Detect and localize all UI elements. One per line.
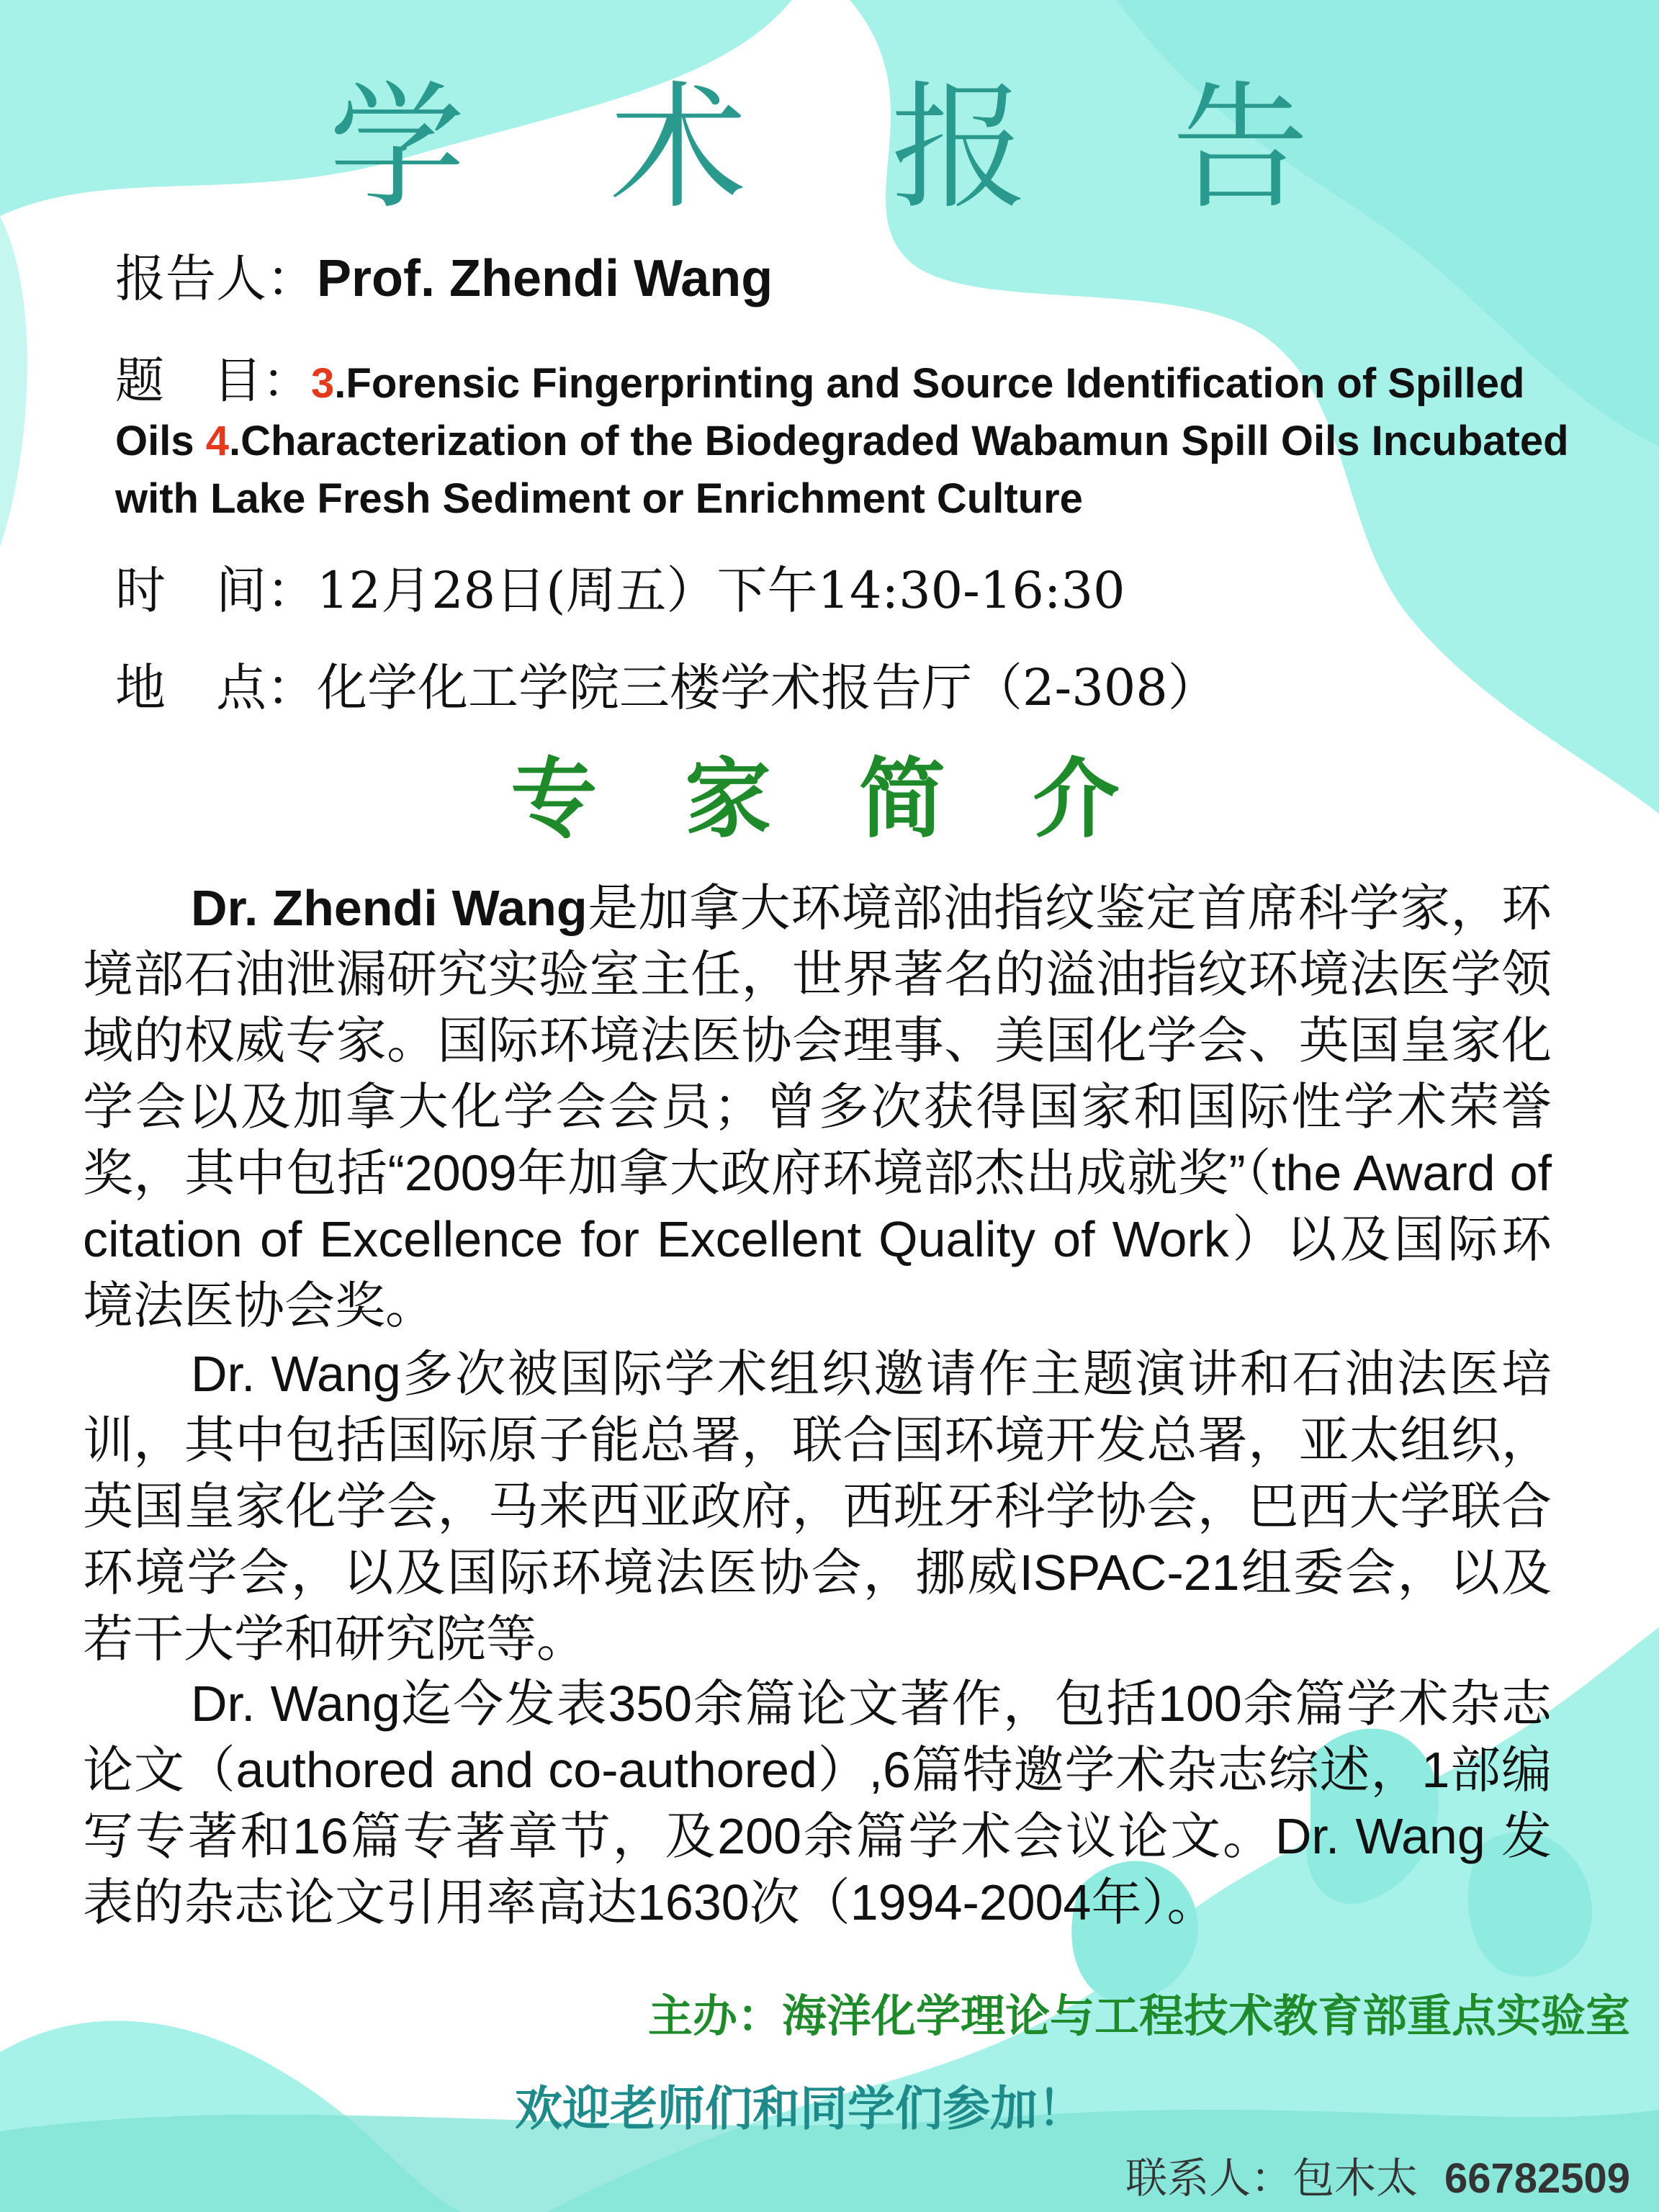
bio-paragraph-1 — [83, 875, 1552, 1339]
place-row — [115, 659, 1218, 716]
welcome-message: 欢迎老师们和同学们参加！ — [515, 2080, 1085, 2136]
speaker-label: 报告人： — [115, 249, 317, 308]
speaker-row — [115, 250, 773, 307]
place-value: 化学化工学院三楼学术报告厅（2-308） — [317, 658, 1218, 717]
bio-p1-text: 是加拿大环境部油指纹鉴定首席科学家，环境部石油泄漏研究实验室主任，世界著名的溢油指纹环境法医学领域的权威专家。国际环境法医协会理事、美国化学会、英国皇家化学会以及加拿大化学会会员；曾多次获得国家和国际性学术荣誉奖，其中包括“2009年加拿大政府环境部杰出成就奖”（the Award of citation of Excellence for Excellent Quality of Work）以及国际环境法医协会奖。 — [83, 880, 1552, 1334]
bio-name: Dr. Zhendi Wang — [191, 880, 588, 936]
poster-title: 学 术 报 告 — [328, 68, 1359, 228]
time-label: 时 间： — [115, 561, 317, 620]
topic-item3-number: 3 — [311, 360, 335, 407]
topic-block — [115, 353, 1613, 528]
topic-item4-text: .Characterization of the Biodegraded Wabamun Spill Oils Incubated with Lake Fresh Sediment or Enrichment Culture — [115, 418, 1569, 522]
topic-item3-text: .Forensic Fingerprinting and Source Identification of Spilled Oils — [115, 360, 1525, 464]
contact-phone: 66782509 — [1444, 2155, 1630, 2202]
topic-label: 题 目： — [115, 353, 312, 410]
section-title: 专 家 简 介 — [511, 748, 1148, 850]
bio-paragraph-3: Dr. Wang迄今发表350余篇论文著作，包括100余篇学术杂志论文（authored and co-authored）,6篇特邀学术杂志综述，1部编写专著和16篇专著章节，及200余篇学术会议论文。Dr. Wang 发表的杂志论文引用率高达1630次（1994-2004年）。 — [83, 1676, 1552, 1930]
topic-item4-number: 4 — [205, 418, 229, 464]
speaker-name: Prof. Zhendi Wang — [317, 250, 773, 307]
organizer: 主办：海洋化学理论与工程技术教育部重点实验室 — [647, 1990, 1630, 2042]
bio-paragraph-2: Dr. Wang多次被国际学术组织邀请作主题演讲和石油法医培训，其中包括国际原子能总署，联合国环境开发总署，亚太组织，英国皇家化学会，马来西亚政府，西班牙科学协会，巴西大学联合环境学会，以及国际环境法医协会，挪威ISPAC-21组委会，以及若干大学和研究院等。 — [83, 1346, 1552, 1667]
contact-label: 联系人：包木太 — [1125, 2154, 1419, 2203]
place-label: 地 点： — [115, 658, 317, 717]
contact — [1125, 2153, 1630, 2204]
time-row — [115, 562, 1125, 619]
time-value: 12月28日(周五）下午14:30-16:30 — [317, 561, 1125, 620]
